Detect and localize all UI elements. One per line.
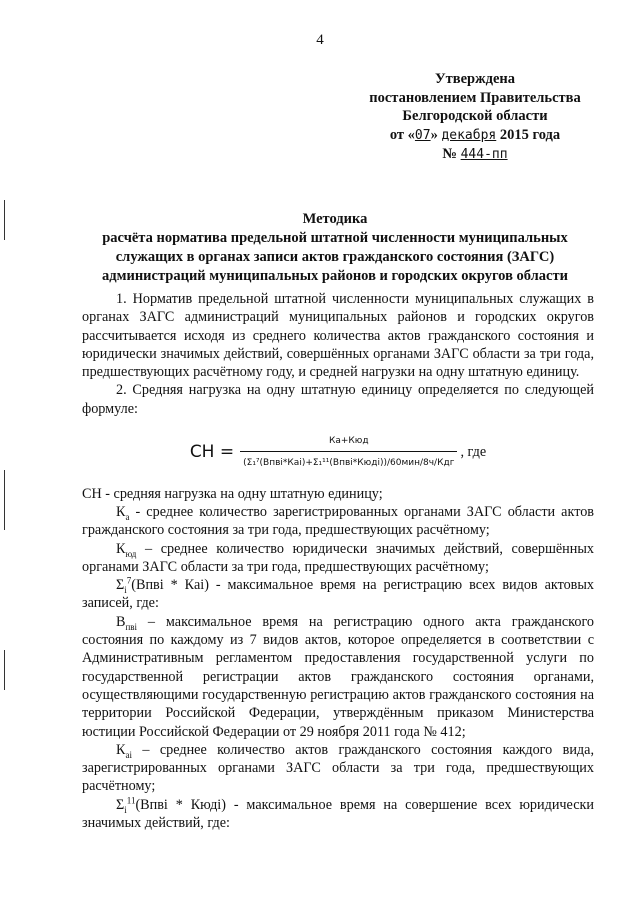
- sum11-upper: 11: [126, 794, 136, 805]
- approval-line-2: постановлением Правительства: [369, 89, 581, 106]
- kyud-text: – среднее количество юридически значимых действий, совершённых органами ЗАГС области за три года, предшествующих расчётному;: [82, 540, 594, 575]
- paragraph-2: 2. Средняя нагрузка на одну штатную единицу определяется по следующей формуле:: [82, 382, 594, 417]
- approval-line-3: Белгородской области: [402, 108, 548, 124]
- sum-sign-icon: Σ: [116, 577, 125, 594]
- sum7-text: - максимальное время на регистрацию всех видов актовых записей, где:: [82, 577, 594, 612]
- vpv-subscript: пвi: [125, 621, 138, 632]
- resolution-number: 444-пп: [460, 147, 508, 162]
- sum-sign-icon: Σ: [116, 796, 125, 813]
- scan-margin-mark: [4, 650, 5, 690]
- approval-line-1: Утверждена: [435, 71, 515, 87]
- document-body: [82, 290, 594, 832]
- approval-date-line: [340, 126, 610, 146]
- date-month: декабря: [441, 127, 497, 143]
- ka-subscript: а: [125, 511, 130, 522]
- definition-sum7: [82, 576, 594, 613]
- sum7-term: [116, 577, 209, 593]
- sum11-index: i: [124, 804, 127, 815]
- number-prefix: №: [442, 146, 457, 162]
- definition-sn: СН - средняя нагрузка на одну штатную единицу;: [82, 485, 383, 502]
- scan-margin-mark: [4, 470, 5, 530]
- paragraph-1: 1. Норматив предельной штатной численности муниципальных служащих в органах ЗАГС администраций муниципальных районов и городских округов рассчитывается исходя из среднего количества актов гражданского состояния и юридически значимых действий, совершённых органами ЗАГС области за три года, предшествующих расчётному году, и средней нагрузки на одну штатную единицу.: [82, 291, 594, 381]
- title-line-2: расчёта норматива предельной штатной численности муниципальных: [102, 230, 568, 246]
- date-year: 2015 года: [499, 126, 561, 143]
- ka-text: - среднее количество зарегистрированных органами ЗАГС области актов гражданского состояния за три года, предшествующих расчётному;: [82, 503, 594, 539]
- definition-kyud: [82, 540, 594, 577]
- formula-lhs: СН =: [189, 442, 235, 463]
- definition-kai: [82, 741, 594, 796]
- sum7-expression: (Впвi * Каi): [131, 577, 209, 594]
- formula-fraction: [240, 432, 457, 473]
- kai-text: – среднее количество актов гражданского состояния каждого вида, зарегистрированных органами ЗАГС области за три года, предшествующих расчётному;: [82, 741, 594, 795]
- definition-ka: [82, 503, 594, 540]
- formula-numerator: Ка+Кюд: [328, 436, 369, 447]
- kyud-subscript: юд: [125, 548, 137, 559]
- kai-subscript: аi: [125, 749, 132, 760]
- sum11-expression: (Впвi * Кюдi): [135, 796, 226, 813]
- title-line-3: служащих в органах записи актов гражданского состояния (ЗАГС): [115, 249, 555, 265]
- kyud-symbol: К: [116, 540, 126, 557]
- scan-margin-mark: [4, 200, 5, 240]
- date-day: 07: [414, 127, 431, 143]
- title-line-4: администраций муниципальных районов и городских округов области: [102, 268, 568, 284]
- sum11-term: [116, 794, 226, 815]
- page-number: 4: [316, 32, 324, 48]
- definition-vpv: [82, 613, 594, 741]
- sum7-upper: 7: [126, 575, 132, 586]
- approval-stamp: [340, 70, 610, 165]
- date-mid: »: [430, 126, 438, 143]
- formula-suffix: , где: [460, 444, 487, 461]
- title-heading: Методика: [302, 211, 368, 227]
- formula-denominator: (Σ₁⁷(Впвi*Каi)+Σ₁¹¹(Впвi*Кюдi))/60мин/8ч/Кдг: [240, 451, 457, 472]
- load-formula: [82, 432, 594, 473]
- vpv-text: – максимальное время на регистрацию одного акта гражданского состояния по каждому из 7 видов актов, которое определяется в соответствии с Административным регламентом предоставления государственной услуги по государственной регистрации актов гражданского состояния органами, осуществляющими государственную регистрацию актов гражданского состояния на территории Российской Федерации, утверждённым приказом Министерства юстиции Российской Федерации от 29 ноября 2011 года № 412;: [82, 613, 594, 740]
- definition-sum11: [82, 796, 594, 833]
- sum7-index: i: [124, 584, 127, 595]
- ka-symbol: К: [116, 503, 126, 520]
- vpv-symbol: В: [116, 613, 126, 630]
- kai-symbol: К: [116, 741, 126, 758]
- document-title: [60, 210, 610, 286]
- approval-number-line: [340, 145, 610, 165]
- sum11-text: - максимальное время на совершение всех юридически значимых действий, где:: [82, 796, 594, 832]
- date-prefix: от «: [389, 126, 415, 143]
